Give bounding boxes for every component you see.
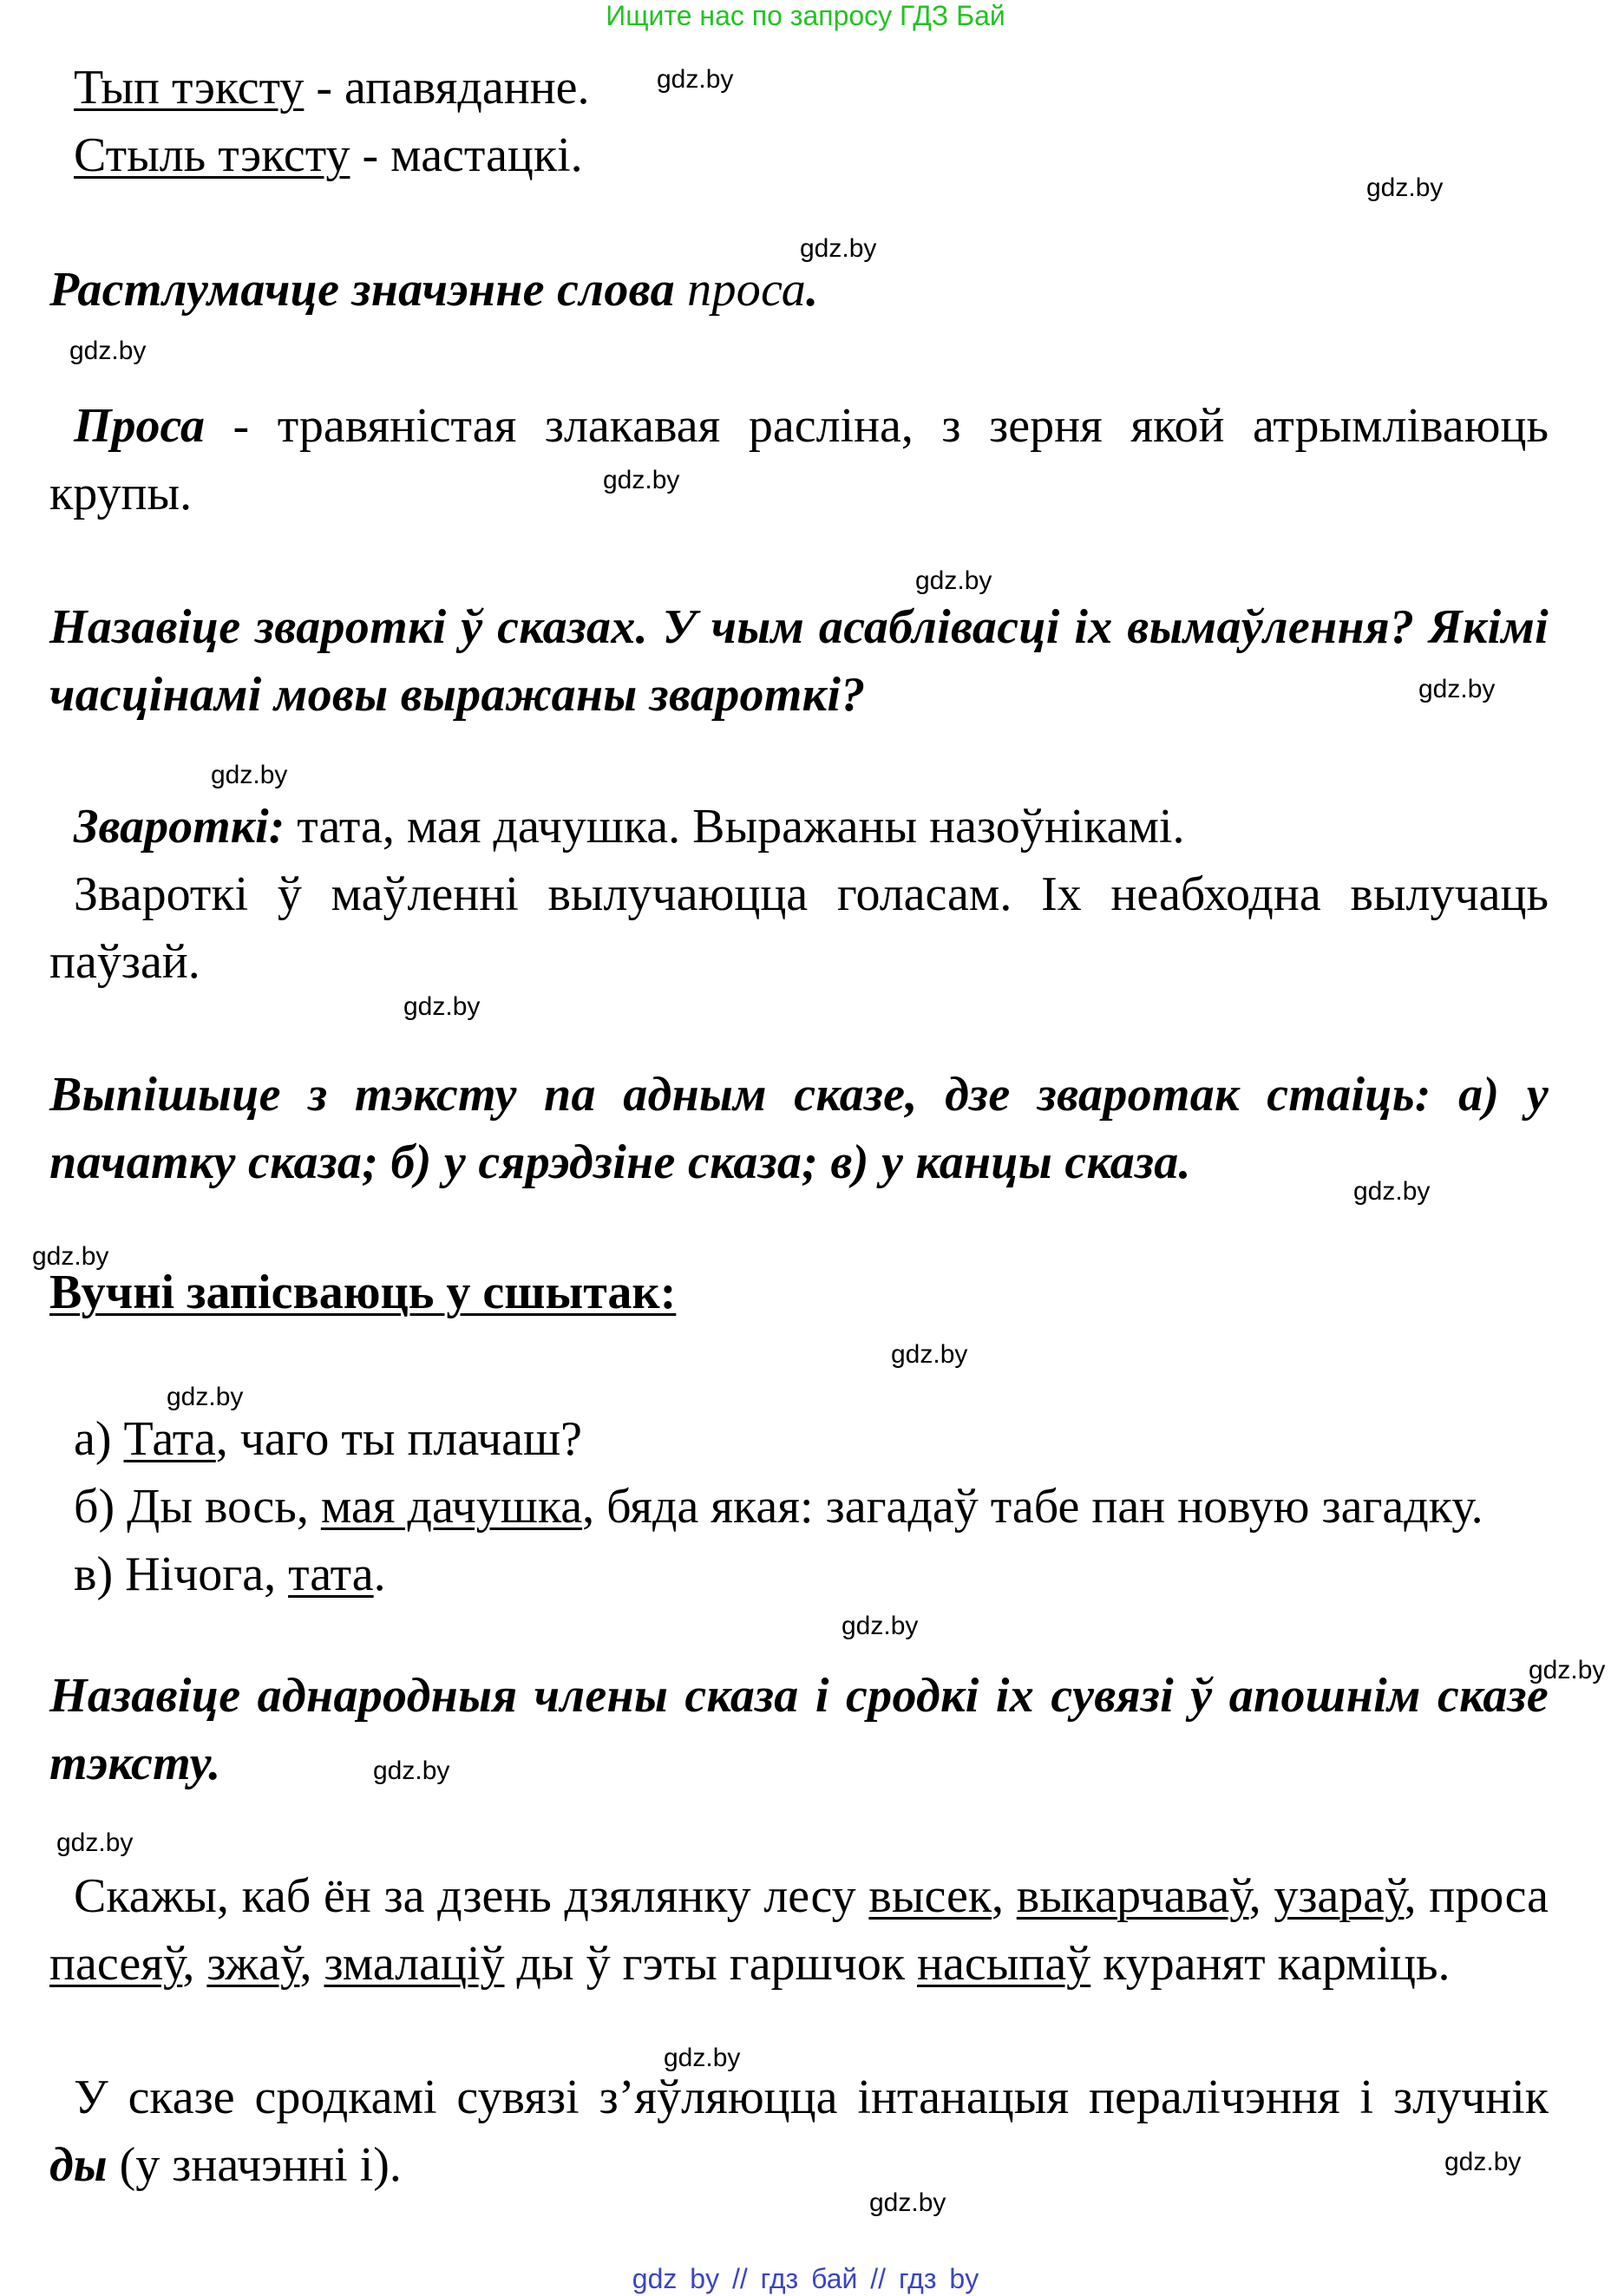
example-b-address: мая дачушка	[320, 1480, 583, 1534]
text-type-value: - апавяданне.	[304, 61, 590, 114]
watermark: gdz.by	[167, 1383, 244, 1411]
watermark: gdz.by	[842, 1612, 919, 1640]
watermark: gdz.by	[1529, 1656, 1606, 1684]
watermark: gdz.by	[1418, 675, 1496, 703]
homogeneous-member: выкарчаваў	[1016, 1869, 1249, 1923]
question-4: Назавіце аднародныя члены сказа і сродкі іх сувязі ў апошнім сказе тэксту.	[49, 1669, 1549, 1790]
watermark: gdz.by	[1444, 2148, 1522, 2176]
answer-4-text: ды ў гэты гаршчок	[504, 1937, 918, 1991]
homogeneous-member: узараў	[1274, 1869, 1405, 1923]
example-c	[74, 1546, 386, 1603]
question-1-word: проса	[687, 263, 807, 317]
text-type-line	[74, 59, 590, 116]
example-a	[74, 1410, 582, 1468]
answer-1-term: Проса	[74, 399, 205, 453]
answer-4-paragraph	[49, 2064, 1549, 2199]
watermark: gdz.by	[373, 1756, 450, 1785]
watermark: gdz.by	[891, 1340, 968, 1369]
watermark: gdz.by	[403, 992, 481, 1021]
watermark: gdz.by	[603, 466, 680, 494]
example-b	[74, 1478, 1483, 1535]
notebook-heading: Вучні запісваюць у сшытак:	[49, 1266, 677, 1319]
question-1	[49, 261, 818, 318]
text-type-label: Тып тэксту	[74, 61, 305, 114]
answer-4-p2-text: У сказе сродкамі сувязі з’яўляюцца інтанацыя пералічэння і злучнік	[74, 2070, 1549, 2124]
answer-4	[49, 1862, 1549, 1998]
answer-4-text: ,	[992, 1869, 1017, 1923]
example-a-pre: а)	[74, 1412, 124, 1466]
example-a-post: , чаго ты плачаш?	[215, 1412, 582, 1466]
watermark: gdz.by	[211, 761, 288, 789]
watermark: gdz.by	[32, 1242, 109, 1271]
question-1-end: .	[806, 263, 819, 317]
text-style-line	[74, 127, 583, 184]
example-c-post: .	[373, 1547, 386, 1601]
top-banner[interactable]: Ищите нас по запросу ГДЗ Бай	[606, 0, 1005, 31]
example-c-address: тата	[288, 1547, 374, 1601]
text-style-value: - мастацкі.	[350, 128, 583, 182]
text-style-label: Стыль тэксту	[74, 128, 350, 182]
question-2: Назавіце звароткі ў сказах. У чым асаблівасці іх вымаўлення? Якімі часцінамі мовы выражаны звароткі?	[49, 600, 1549, 722]
watermark: gdz.by	[664, 2044, 741, 2072]
answer-2-paragraph: Звароткі ў маўленні вылучаюцца голасам. Іх неабходна вылучаць паўзай.	[49, 867, 1549, 989]
watermark: gdz.by	[56, 1828, 134, 1857]
answer-1	[49, 392, 1549, 527]
homogeneous-member: насыпаў	[917, 1937, 1091, 1991]
answer-2-term: Звароткі:	[74, 800, 285, 854]
footer-links[interactable]: gdz by // гдз бай // гдз by	[632, 2263, 979, 2294]
answer-2-rest: тата, мая дачушка. Выражаны назоўнікамі.	[285, 800, 1185, 854]
watermark: gdz.by	[800, 234, 877, 263]
example-a-address: Тата	[123, 1412, 216, 1466]
answer-4-p2-end: (у значэнні і).	[107, 2138, 402, 2192]
question-1-text: Растлумачце значэнне слова	[49, 263, 688, 317]
question-3: Выпішыце з тэксту па адным сказе, дзе зваротак стаіць: а) у пачатку сказа; б) у сярэдзіне сказа; в) у канцы сказа.	[49, 1068, 1549, 1189]
watermark: gdz.by	[1366, 173, 1444, 202]
homogeneous-member: змалаціў	[324, 1937, 505, 1991]
watermark: gdz.by	[915, 566, 992, 595]
answer-4-text: куранят карміць.	[1090, 1937, 1451, 1991]
answer-4-text: Скажы, каб ён за дзень дзялянку лесу	[74, 1869, 869, 1923]
homogeneous-member: пасеяў	[49, 1937, 183, 1991]
answer-4-text: ,	[182, 1937, 207, 1991]
homogeneous-member: высек	[868, 1869, 992, 1923]
example-b-pre: б) Ды вось,	[74, 1480, 321, 1534]
answer-2	[49, 793, 1549, 860]
answer-4-text: ,	[1248, 1869, 1274, 1923]
example-c-pre: в) Нічога,	[74, 1547, 289, 1601]
watermark: gdz.by	[657, 65, 734, 94]
homogeneous-member: зжаў	[206, 1937, 300, 1991]
answer-4-conjunction: ды	[49, 2138, 108, 2192]
answer-4-text: ,	[299, 1937, 324, 1991]
example-b-post: , бяда якая: загадаў табе пан новую загадку.	[582, 1480, 1483, 1534]
watermark: gdz.by	[1353, 1177, 1431, 1206]
watermark: gdz.by	[869, 2188, 946, 2217]
answer-1-definition: - травяністая злакавая расліна, з зерня якой атрымліваюць крупы.	[49, 399, 1549, 520]
watermark: gdz.by	[69, 337, 147, 365]
answer-4-text: , проса	[1404, 1869, 1549, 1923]
